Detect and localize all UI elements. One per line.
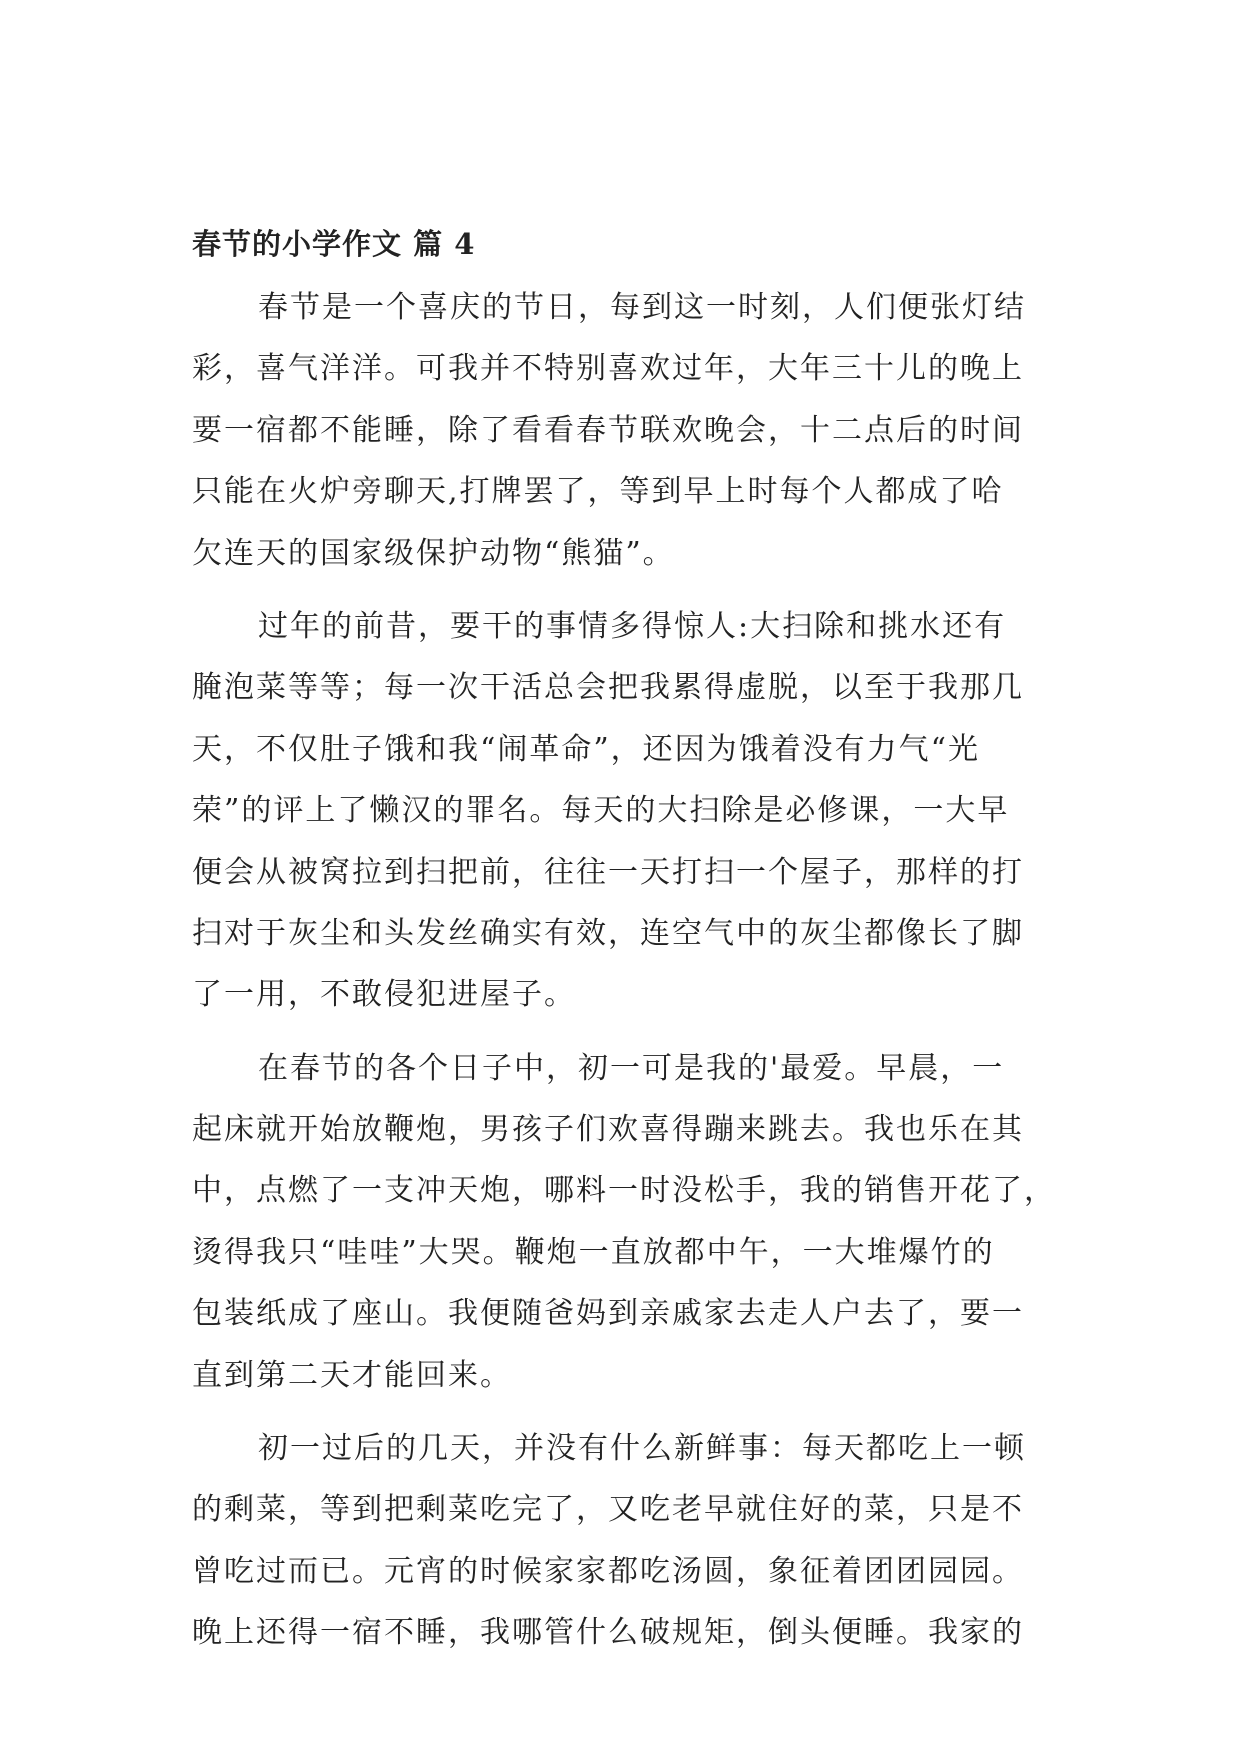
document-body bbox=[192, 222, 1056, 1664]
paragraph-1 bbox=[192, 277, 1052, 584]
paragraph-line: 烫得我只“哇哇”大哭。鞭炮一直放都中午，一大堆爆竹的 bbox=[192, 1234, 995, 1270]
paragraph-line: 初一过后的几天，并没有什么新鲜事：每天都吃上一顿 bbox=[258, 1431, 1026, 1467]
paragraph-line: 彩，喜气洋洋。可我并不特别喜欢过年，大年三十儿的晚上 bbox=[192, 351, 1024, 387]
paragraph-line: 中，点燃了一支冲天炮，哪料一时没松手，我的销售开花了， bbox=[192, 1173, 1056, 1209]
paragraph-line: 曾吃过而已。元宵的时候家家都吃汤圆，象征着团团园园。 bbox=[192, 1553, 1024, 1589]
paragraph-line: 过年的前昔，要干的事情多得惊人:大扫除和挑水还有 bbox=[258, 608, 1007, 644]
paragraph-line: 包装纸成了座山。我便随爸妈到亲戚家去走人户去了，要一 bbox=[192, 1296, 1024, 1332]
paragraph-line: 天，不仅肚子饿和我“闹革命”，还因为饿着没有力气“光 bbox=[192, 731, 981, 767]
paragraph-4 bbox=[192, 1418, 1052, 1664]
paragraph-line: 欠连天的国家级保护动物“熊猫”。 bbox=[192, 535, 675, 571]
paragraph-line: 了一用，不敢侵犯进屋子。 bbox=[192, 977, 576, 1013]
paragraph-line: 晚上还得一宿不睡，我哪管什么破规矩，倒头便睡。我家的 bbox=[192, 1615, 1024, 1651]
document-title: 春节的小学作文 篇 4 bbox=[192, 227, 476, 261]
paragraph-line: 只能在火炉旁聊天,打牌罢了，等到早上时每个人都成了哈 bbox=[192, 474, 1004, 510]
paragraph-line: 起床就开始放鞭炮，男孩子们欢喜得蹦来跳去。我也乐在其 bbox=[192, 1112, 1024, 1148]
paragraph-3 bbox=[192, 1038, 1056, 1406]
paragraph-line: 要一宿都不能睡，除了看看春节联欢晚会，十二点后的时间 bbox=[192, 412, 1024, 448]
paragraph-line: 荣”的评上了懒汉的罪名。每天的大扫除是必修课，一大早 bbox=[192, 793, 1010, 829]
paragraph-2 bbox=[192, 596, 1052, 1026]
paragraph-line: 在春节的各个日子中，初一可是我的'最爱。早晨，一 bbox=[258, 1050, 1005, 1086]
paragraph-line: 腌泡菜等等；每一次干活总会把我累得虚脱，以至于我那几 bbox=[192, 670, 1024, 706]
paragraph-line: 直到第二天才能回来。 bbox=[192, 1357, 512, 1393]
paragraph-line: 便会从被窝拉到扫把前，往往一天打扫一个屋子，那样的打 bbox=[192, 854, 1024, 890]
paragraph-line: 的剩菜，等到把剩菜吃完了，又吃老早就住好的菜，只是不 bbox=[192, 1492, 1024, 1528]
paragraph-line: 扫对于灰尘和头发丝确实有效，连空气中的灰尘都像长了脚 bbox=[192, 915, 1024, 951]
paragraph-line: 春节是一个喜庆的节日，每到这一时刻，人们便张灯结 bbox=[258, 290, 1026, 325]
